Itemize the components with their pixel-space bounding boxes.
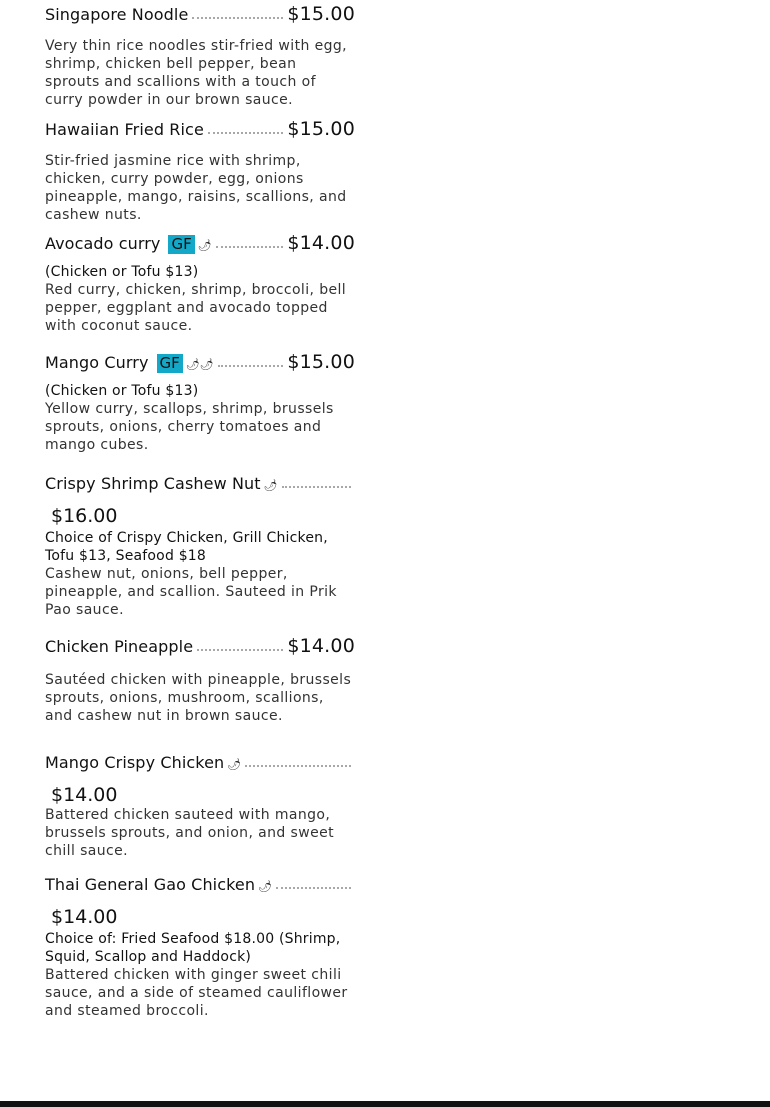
- item-description: Cashew nut, onions, bell pepper, pineapple, and scallion. Sauteed in Prik Pao sauce.: [45, 566, 337, 618]
- chili-pepper-icon: 🌶: [197, 239, 212, 252]
- footer-bar: [0, 1101, 770, 1107]
- item-description: Battered chicken with ginger sweet chili sauce, and a side of steamed cauliflower and steamed broccoli.: [45, 967, 348, 1019]
- gluten-free-badge: GF: [157, 354, 183, 373]
- dot-leader: [282, 476, 351, 488]
- item-price: $14.00: [287, 232, 355, 254]
- menu-item-hawaiian-fried-rice: [45, 118, 355, 224]
- dot-leader: [218, 355, 284, 367]
- item-price: $14.00: [287, 635, 355, 657]
- item-price: $14.00: [51, 906, 118, 928]
- menu-item-avocado-curry: [45, 232, 355, 335]
- menu-item-mango-crispy-chicken: [45, 753, 355, 860]
- item-price: $15.00: [287, 3, 355, 25]
- dot-leader: [276, 877, 351, 889]
- item-option: (Chicken or Tofu $13): [45, 264, 199, 280]
- menu-item-thai-general-gao-chicken: [45, 875, 355, 1020]
- item-price: $14.00: [51, 784, 118, 806]
- item-description: Yellow curry, scallops, shrimp, brussels sprouts, onions, cherry tomatoes and mango cubes.: [45, 401, 334, 453]
- item-description: Sautéed chicken with pineapple, brussels sprouts, onions, mushroom, scallions, and cashew nut in brown sauce.: [45, 672, 352, 724]
- item-option: Choice of Crispy Chicken, Grill Chicken, Tofu $13, Seafood $18: [45, 530, 328, 564]
- menu-item-chicken-pineapple: [45, 635, 355, 725]
- item-name: Singapore Noodle: [45, 5, 189, 24]
- item-option: Choice of: Fried Seafood $18.00 (Shrimp, Squid, Scallop and Haddock): [45, 931, 341, 965]
- dot-leader: [216, 236, 284, 248]
- dot-leader: [245, 755, 351, 767]
- item-name: Hawaiian Fried Rice: [45, 120, 204, 139]
- menu-item-mango-curry: [45, 351, 355, 454]
- chili-pepper-icon: 🌶: [227, 758, 242, 771]
- menu-item-crispy-shrimp-cashew-nut: [45, 474, 355, 619]
- item-name: Mango Crispy Chicken: [45, 753, 225, 772]
- item-description: Very thin rice noodles stir-fried with egg, shrimp, chicken bell pepper, bean sprouts and scallions with a touch of curry powder in our brown sauce.: [45, 38, 348, 108]
- item-description: Stir-fried jasmine rice with shrimp, chicken, curry powder, egg, onions pineapple, mango, raisins, scallions, and cashew nuts.: [45, 153, 347, 223]
- item-description: Red curry, chicken, shrimp, broccoli, bell pepper, eggplant and avocado topped with coconut sauce.: [45, 282, 347, 334]
- dot-leader: [192, 7, 283, 19]
- item-name: Mango Curry: [45, 353, 149, 372]
- item-description: Battered chicken sauteed with mango, brussels sprouts, and onion, and sweet chill sauce.: [45, 807, 335, 859]
- item-name: Chicken Pineapple: [45, 637, 194, 656]
- item-name: Avocado curry: [45, 234, 161, 253]
- dot-leader: [208, 122, 283, 134]
- item-name: Thai General Gao Chicken: [45, 875, 256, 894]
- gluten-free-badge: GF: [168, 235, 194, 254]
- menu-item-singapore-noodle: [45, 3, 355, 109]
- chili-pepper-icon: 🌶🌶: [185, 358, 214, 371]
- chili-pepper-icon: 🌶: [263, 479, 278, 492]
- item-name: Crispy Shrimp Cashew Nut: [45, 474, 261, 493]
- item-option: (Chicken or Tofu $13): [45, 383, 199, 399]
- item-price: $15.00: [287, 118, 355, 140]
- dot-leader: [197, 639, 283, 651]
- item-price: $15.00: [287, 351, 355, 373]
- item-price: $16.00: [51, 505, 118, 527]
- chili-pepper-icon: 🌶: [258, 880, 273, 893]
